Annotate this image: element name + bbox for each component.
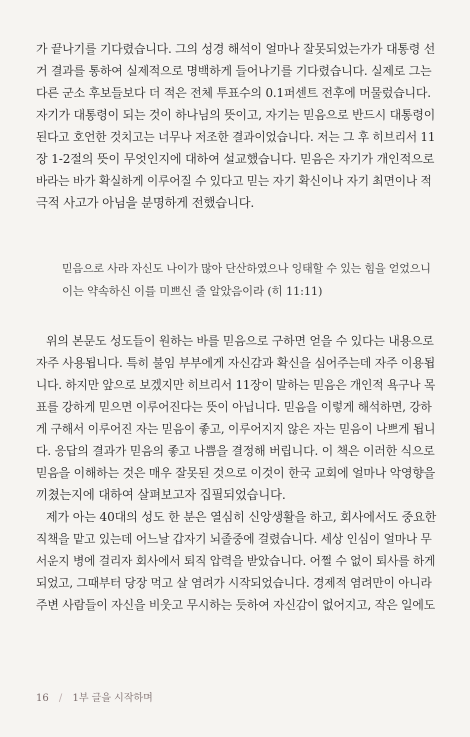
text-line: 끼쳤는지에 대하여 살펴보고자 집필되었습니다. [36,488,286,502]
text-line: 주변 사람들이 자신을 비웃고 무시하는 듯하여 자신감이 없어지고, 작은 일에도 [36,598,436,612]
text-line: 바라는 바가 확실하게 이루어질 수 있다고 믿는 자기 확신이나 자기 최면이나 적 [36,174,432,188]
text-line: 거 결과를 통하여 실제적으로 명백하게 들어나기를 기다렸습니다. 실제로 그는 [36,64,432,78]
scripture-quote [62,258,432,302]
paragraph-1 [36,38,436,214]
text-line: 극적 사고가 아님을 분명하게 전했습니다. [36,196,255,210]
text-line: 직책을 맡고 있는데 어느날 갑자기 뇌졸중에 걸렸습니다. 세상 인심이 얼마나 무 [36,532,432,546]
text-line: 다른 군소 후보들보다 더 적은 전체 투표수의 0.1퍼센트 전후에 머물렀습니다. [36,86,431,100]
text-line: 장 1-2절의 뜻이 무엇인지에 대하여 설교했습니다. 믿음은 자기가 개인적으로 [36,152,435,166]
text-line: 표를 강하게 믿으면 이루어진다는 뜻이 아닙니다. 믿음을 이렇게 해석하면, 강하 [36,400,432,414]
text-line: 자주 사용됩니다. 특히 불임 부부에게 자신감과 확신을 심어주는데 자주 이용됩 [36,356,436,370]
text-line: 다. 응답의 결과가 믿음의 좋고 나쁨을 결정해 버립니다. 이 책은 이러한 식으로 [36,444,435,458]
text-line: 서운지 병에 걸리자 회사에서 퇴직 압력을 받았습니다. 어쩔 수 없이 퇴사를 하게 [36,554,436,568]
page-number: 16 [36,693,49,704]
quote-line: 믿음으로 사라 자신도 나이가 많아 단산하였으나 잉태할 수 있는 힘을 얻었으니 [62,262,431,275]
paragraph-2 [36,330,436,616]
text-line: 위의 본문도 성도들이 원하는 바를 믿음으로 구하면 얻을 수 있다는 내용으로 [46,334,434,348]
footer-separator: / [58,693,63,704]
text-line: 되었고, 그때부터 당장 먹고 살 염려가 시작되었습니다. 경제적 염려만이 아니라 [36,576,432,590]
text-line: 게 구해서 이루어진 자는 믿음이 좋고, 이루어지지 않은 자는 믿음이 나쁘게 됩니 [36,422,436,436]
page-footer [36,689,153,704]
section-title: 1부 글을 시작하며 [72,693,153,704]
text-line: 믿음을 이해하는 것은 매우 잘못된 것으로 이것이 한국 교회에 얼마나 악영향을 [36,466,436,480]
text-line: 자기가 대통령이 되는 것이 하나님의 뜻이고, 자기는 믿음으로 반드시 대통령이 [36,108,436,122]
text-line: 가 끝나기를 기다렸습니다. 그의 성경 해석이 얼마나 잘못되었는가가 대통령 선 [36,42,436,56]
text-line: 제가 아는 40대의 성도 한 분은 열심히 신앙생활을 하고, 회사에서도 중요한 [46,510,437,524]
text-line: 니다. 하지만 앞으로 보겠지만 히브리서 11장이 말하는 믿음은 개인적 욕구나 목 [36,378,436,392]
quote-line: 이는 약속하신 이를 미쁘신 줄 알았음이라 (히 11:11) [62,284,323,298]
text-line: 된다고 호언한 것치고는 너무나 저조한 결과이었습니다. 저는 그 후 히브리서 11 [36,130,436,144]
